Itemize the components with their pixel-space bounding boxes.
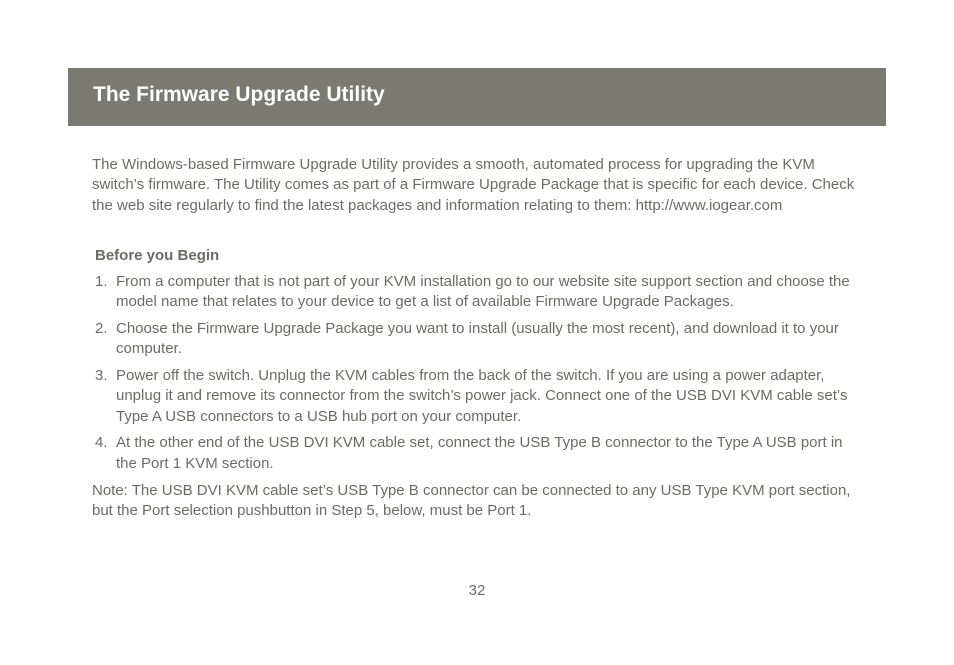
steps-list bbox=[92, 272, 862, 474]
page-title: The Firmware Upgrade Utility bbox=[93, 83, 385, 106]
step-text: Choose the Firmware Upgrade Package you want to install (usually the most recent), and download it to your computer. bbox=[116, 319, 839, 358]
list-item-step-2 bbox=[92, 319, 862, 360]
page-number: 32 bbox=[468, 582, 486, 599]
list-item-step-3 bbox=[92, 366, 862, 427]
step-number: 1. bbox=[95, 272, 108, 290]
section-header-bar bbox=[68, 68, 886, 126]
step-text: From a computer that is not part of your KVM installation go to our website site support section and choose the model name that relates to your device to get a list of available Firmware Upgrade Packages. bbox=[116, 272, 850, 311]
step-number: 3. bbox=[95, 367, 108, 385]
section-heading: Before you Begin bbox=[95, 246, 220, 264]
list-item-step-1 bbox=[92, 272, 862, 313]
step-number: 4. bbox=[95, 434, 108, 452]
intro-paragraph: The Windows-based Firmware Upgrade Utility provides a smooth, automated process for upgrading the KVM switch’s firmware. The Utility comes as part of a Firmware Upgrade Package that is specific for each device. Check the web site regularly to find the latest packages and information relating to them: http://www.iogear.com bbox=[92, 156, 855, 214]
list-item-step-4 bbox=[92, 433, 862, 474]
step-text: At the other end of the USB DVI KVM cable set, connect the USB Type B connector to the Type A USB port in the Port 1 KVM section. bbox=[116, 434, 843, 472]
step-number: 2. bbox=[95, 319, 108, 337]
note-paragraph: Note: The USB DVI KVM cable set’s USB Type B connector can be connected to any USB Type KVM port section, but the Port selection pushbutton in Step 5, below, must be Port 1. bbox=[92, 481, 851, 519]
step-text: Power off the switch. Unplug the KVM cables from the back of the switch. If you are using a power adapter, unplug it and remove its connector from the switch’s power jack. Connect one of the USB DVI KVM cable set’s Type A USB connectors to a USB hub port on your computer. bbox=[116, 367, 848, 425]
main-content bbox=[92, 155, 862, 521]
